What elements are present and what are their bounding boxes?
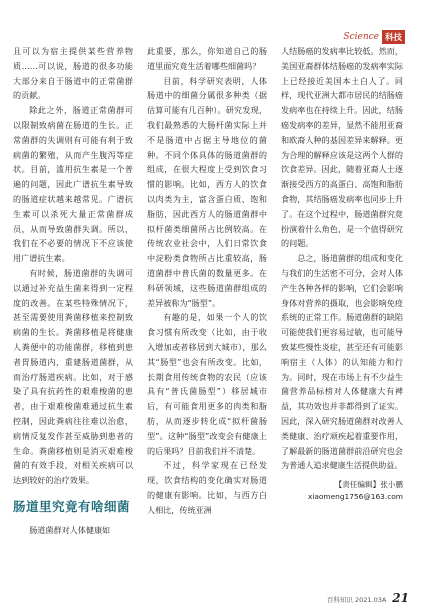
editor-credit: 【责任编辑】张小鹏 bbox=[334, 480, 403, 490]
section-label-en: Science bbox=[343, 32, 379, 42]
section-label-cn: 科技 bbox=[382, 30, 405, 44]
issue-label: 百科知识 2021.03A bbox=[326, 596, 387, 604]
paragraph: 此重要，那么，你知道自己的肠道里面究竟生活着哪些细菌吗？ bbox=[147, 46, 267, 71]
paragraph: 除此之外，肠道正常菌群可以限制致病菌在肠道的生长。正常菌群的失调则有可能有利于致病菌的繁殖，从而产生腹泻等症状。目前，滥用抗生素是一个普遍的问题，因此广谱抗生素导致的肠道症状越来越常见。广谱抗生素可以杀死大量正常菌群成员，从而导致菌群失调。所以，我们在不必要的情况下不应该使用广谱抗生素。 bbox=[13, 105, 133, 264]
page-number: 21 bbox=[392, 591, 409, 605]
article-column-2 bbox=[147, 44, 267, 584]
article-column-3 bbox=[281, 44, 403, 584]
article-column-1 bbox=[13, 44, 133, 584]
paragraph: 且可以为宿主提供某些营养物质……可以说，肠道的很多功能大部分来自于肠道中的正常菌群的贡献。 bbox=[13, 46, 133, 101]
paragraph: 肠道菌群对人体健康如 bbox=[29, 524, 111, 535]
paragraph: 人结肠癌的发病率比较低。然而，美国亚裔群体结肠癌的发病率实际上已经接近美国本土白人了。同样，现代亚洲大都市居民的结肠癌发病率也在持续上升。因此，结肠癌发病率的差异，显然不能用亚裔和欧裔人种的基因差异来解释。更为合理的解释应该是这两个人群的饮食差异。因此，随着亚裔人士逐渐接受西方的高蛋白、高饱和脂肪食物，其结肠癌发病率也同步上升了。在这个过程中，肠道菌群究竟扮演着什么角色，是一个值得研究的问题。 bbox=[281, 46, 403, 249]
paragraph: 不过，科学家现在已经发现，饮食结构的变化确实对肠道的健康有影响。比如，与西方白人相比，传统亚洲 bbox=[147, 460, 267, 515]
paragraph: 目前，科学研究表明，人体肠道中的细菌分属很多种类（据估算可能有几百种）。研究发现，我们最熟悉的大肠杆菌实际上并不是肠道中占据主导地位的菌种。不同个体具体的肠道菌群的组成，在很大程度上受到饮食习惯的影响。比如，西方人的饮食以肉类为主，富含蛋白质、饱和脂肪，因此西方人的肠道菌群中拟杆菌类细菌所占比例较高。在传统农业社会中，人们日常饮食中淀粉类食物所占比重较高，肠道菌群中普氏菌的数量更多。在科研领域，这些肠道菌群组成的差异被称为“肠型”。 bbox=[147, 75, 267, 308]
paragraph: 总之，肠道菌群的组成和变化与我们的生活密不可分，会对人体产生各种各样的影响，它们会影响身体对营养的摄取，也会影响免疫系统的正常工作。肠道菌群的缺陷可能使我们更容易过敏，也可能导致某些慢性炎症，甚至还有可能影响宿主（人体）的认知能力和行为。同时，现在市场上有不少益生菌营养品标榜对人体健康大有裨益，其功效也并非都得到了证实。因此，深入研究肠道菌群对改善人类健康、治疗顽疾起着重要作用，了解最新的肠道菌群前沿研究也会为普通人追求健康生活提供助益。 bbox=[281, 253, 403, 471]
paragraph: 有趣的是，如果一个人的饮食习惯有所改变（比如，由于收入增加或者移居到大城市），那么其“肠型”也会有所改变。比如，长期食用传统食物的农民（应该具有“普氏菌肠型”）移居城市后，有可能食用更多的肉类和脂肪，从而逐步转化成“拟杆菌肠型”。这种“肠型”改变会有健康上的后果吗？目前我们并不清楚。 bbox=[147, 312, 267, 456]
section-heading: 肠道里究竟有啥细菌 bbox=[13, 498, 131, 514]
page-footer bbox=[327, 591, 409, 605]
section-header bbox=[343, 30, 405, 44]
paragraph: 有时候，肠道菌群的失调可以通过补充益生菌来得到一定程度的改善。在某些特殊情况下，甚至需要使用粪菌移植来控制致病菌的生长。粪菌移植是将健康人粪便中的功能菌群，移植到患者胃肠道内，重建肠道菌群，从而治疗肠道疾病。比如，对于感染了具有抗药性的艰难梭菌的患者，由于艰难梭菌难通过抗生素控制，因此粪病往往难以治愈，病情反复发作甚至威胁到患者的生命。粪菌移植则是消灭艰难梭菌的有效手段，对相关疾病可以达到较好的治疗效果。 bbox=[13, 267, 133, 486]
editor-email: xiaomeng1756@163.com bbox=[307, 492, 403, 502]
